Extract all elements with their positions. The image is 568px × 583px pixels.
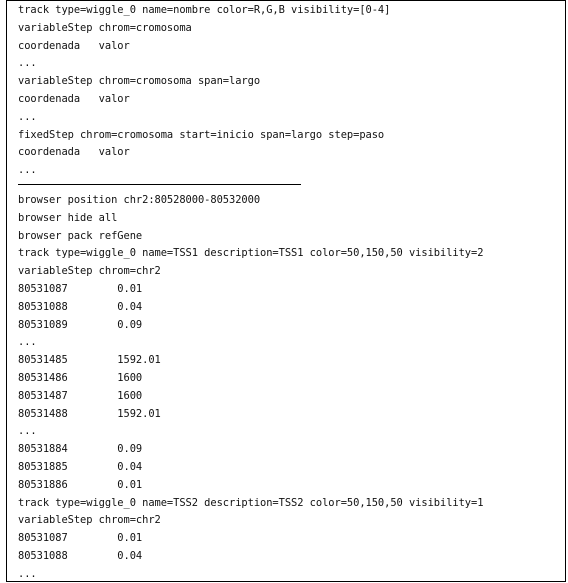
code-listing-frame: [6, 0, 566, 582]
code-line: ...: [18, 57, 37, 70]
code-line: variableStep chrom=cromosoma: [18, 21, 192, 34]
code-line: 80531485 1592.01: [18, 354, 161, 367]
code-line: ...: [18, 110, 37, 123]
code-line: fixedStep chrom=cromosoma start=inicio span=largo step=paso: [18, 128, 385, 141]
section-separator: [18, 184, 301, 185]
code-line: variableStep chrom=chr2: [18, 265, 161, 278]
code-line: 80531087 0.01: [18, 532, 143, 545]
code-line: variableStep chrom=chr2: [18, 514, 161, 527]
code-line: track type=wiggle_0 name=TSS1 description=TSS1 color=50,150,50 visibility=2: [18, 247, 484, 260]
code-line: ...: [18, 336, 37, 349]
code-line: 80531487 1600: [18, 389, 143, 402]
code-line: 80531884 0.09: [18, 443, 143, 456]
example-block: [18, 192, 561, 582]
code-line: 80531885 0.04: [18, 460, 143, 473]
code-line: browser hide all: [18, 211, 118, 224]
code-line: 80531486 1600: [18, 371, 143, 384]
code-line: browser position chr2:80528000-80532000: [18, 194, 261, 206]
code-line: 80531087 0.01: [18, 282, 143, 295]
code-line: ...: [18, 425, 37, 438]
code-line: coordenada valor: [18, 39, 130, 52]
code-line: browser pack refGene: [18, 229, 143, 242]
code-line: track type=wiggle_0 name=nombre color=R,G,B visibility=[0-4]: [18, 4, 391, 16]
code-line: track type=wiggle_0 name=TSS2 description=TSS2 color=50,150,50 visibility=1: [18, 496, 484, 509]
code-line: 80531088 0.04: [18, 300, 143, 313]
code-line: 80531089 0.09: [18, 318, 143, 331]
code-line: coordenada valor: [18, 92, 130, 105]
code-line: variableStep chrom=cromosoma span=largo: [18, 75, 261, 88]
code-line: coordenada valor: [18, 146, 130, 159]
code-line: 80531886 0.01: [18, 478, 143, 491]
code-line: ...: [18, 164, 37, 177]
format-spec-block: [18, 2, 561, 180]
code-line: 80531088 0.04: [18, 549, 143, 562]
code-line: ...: [18, 567, 37, 580]
code-line: 80531488 1592.01: [18, 407, 161, 420]
